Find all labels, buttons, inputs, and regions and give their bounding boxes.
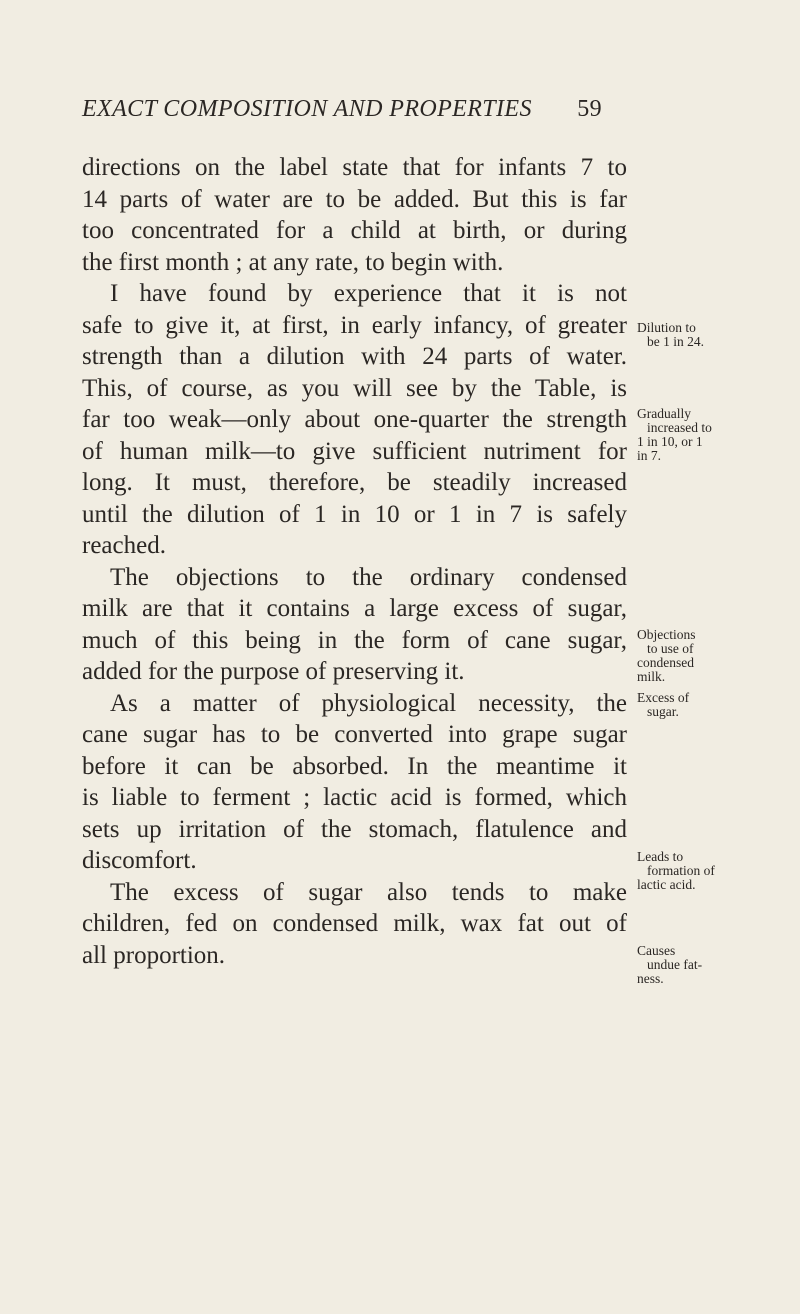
note-line: Dilution to — [637, 320, 696, 335]
text-line: the first month ; at any rate, to begin with. — [82, 248, 504, 276]
text-line: strength than a dilution with 24 parts of water. — [82, 343, 627, 370]
text-line: The objections to the ordinary condensed — [110, 563, 627, 591]
note-line: in 7. — [637, 448, 662, 463]
note-line: undue fat- — [647, 957, 703, 972]
paragraph-3 — [82, 562, 627, 688]
note-line: milk. — [637, 669, 666, 684]
text-line: safe to give it, at first, in early infancy, of greater — [82, 311, 627, 339]
note-line: be 1 in 24. — [647, 334, 704, 349]
paragraph-5 — [82, 877, 627, 972]
text-line: children, fed on condensed milk, wax fat out of — [82, 910, 627, 937]
text-line: until the dilution of 1 in 10 or 1 in 7 is safely — [82, 500, 627, 528]
text-line: added for the purpose of preserving it. — [82, 658, 465, 685]
note-line: lactic acid. — [637, 877, 696, 892]
text-line: directions on the label state that for infants 7 to — [82, 154, 627, 181]
text-line: I have found by experience that it is not — [110, 280, 627, 307]
text-line: sets up irritation of the stomach, flatulence and — [82, 815, 627, 843]
note-line: sugar. — [647, 704, 679, 719]
text-line: all proportion. — [82, 941, 226, 969]
margin-note-dilution — [637, 321, 704, 349]
text-line: 14 parts of water are to be added. But this is far — [82, 185, 627, 213]
text-line: discomfort. — [82, 847, 197, 874]
margin-note-lactic-acid — [637, 850, 715, 892]
paragraph-1 — [82, 152, 627, 278]
note-line: Objections — [637, 627, 696, 642]
text-line: As a matter of physiological necessity, the — [110, 689, 627, 717]
note-line: to use of — [647, 641, 694, 656]
text-line: of human milk—to give sufficient nutriment for — [82, 437, 627, 465]
text-line: far too weak—only about one-quarter the strength — [82, 406, 627, 433]
text-line: This, of course, as you will see by the Table, is — [82, 374, 627, 402]
note-line: condensed — [637, 655, 694, 670]
note-line: Gradually — [637, 406, 691, 421]
margin-note-undue-fatness — [637, 944, 702, 986]
note-line: formation of — [647, 863, 715, 878]
text-line: too concentrated for a child at birth, or during — [82, 217, 627, 244]
note-line: increased to — [647, 420, 712, 435]
text-line: long. It must, therefore, be steadily increased — [82, 469, 627, 496]
margin-note-gradually-increased — [637, 407, 712, 463]
page-number: 59 — [577, 96, 602, 122]
text-line: is liable to ferment ; lactic acid is formed, which — [82, 784, 627, 811]
body-text — [82, 152, 627, 971]
paragraph-4 — [82, 688, 627, 877]
note-line: 1 in 10, or 1 — [637, 434, 703, 449]
running-head-title: EXACT COMPOSITION AND PROPERTIES — [82, 96, 532, 122]
running-head — [82, 96, 602, 123]
text-line: reached. — [82, 532, 166, 559]
margin-note-excess-sugar — [637, 691, 689, 719]
note-line: Causes — [637, 943, 676, 958]
text-line: cane sugar has to be converted into grape sugar — [82, 721, 627, 748]
text-line: much of this being in the form of cane sugar, — [82, 626, 627, 654]
text-line: before it can be absorbed. In the meantime it — [82, 752, 627, 780]
margin-note-objections — [637, 628, 696, 684]
text-line: The excess of sugar also tends to make — [110, 878, 627, 906]
text-line: milk are that it contains a large excess of sugar, — [82, 595, 627, 622]
note-line: Excess of — [637, 690, 690, 705]
paragraph-2 — [82, 278, 627, 562]
note-line: ness. — [637, 971, 664, 986]
note-line: Leads to — [637, 849, 684, 864]
